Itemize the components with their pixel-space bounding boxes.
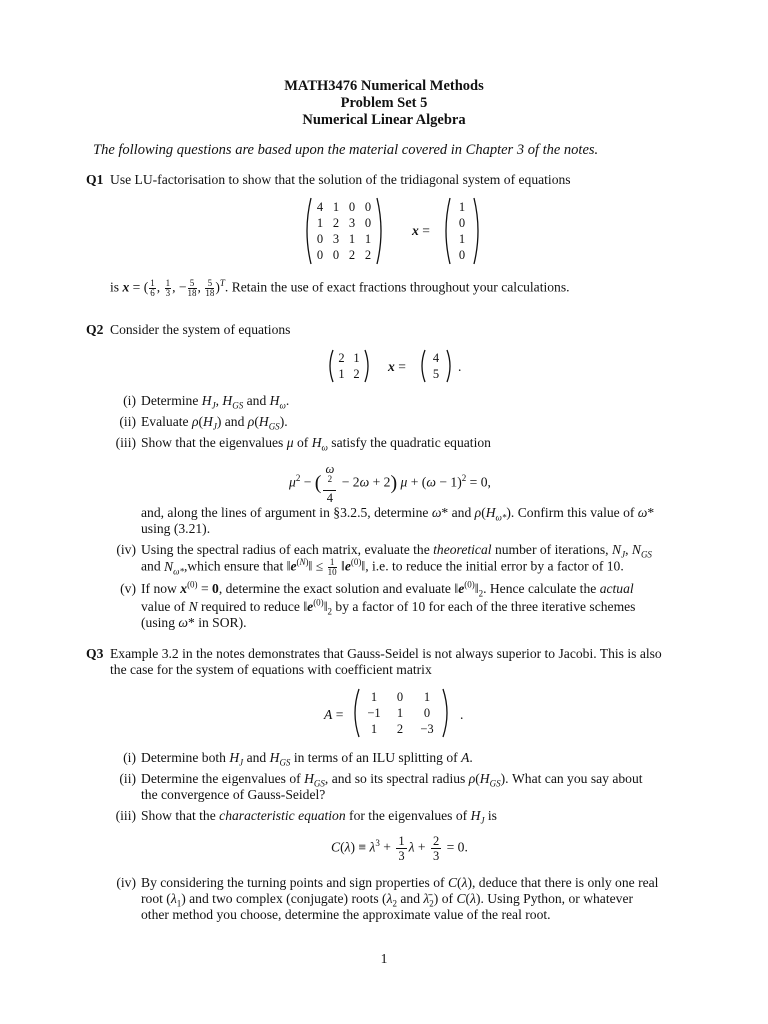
course-title: MATH3476 Numerical Methods — [284, 78, 484, 94]
q3-matrix — [350, 687, 452, 739]
topic-title: Numerical Linear Algebra — [302, 112, 466, 128]
q1-matrix-cell: 0 — [348, 200, 356, 214]
q2-item-v-cont: value of N required to reduce $‖e^{(0)}‖_2$ by a factor of 10 for each of the three iterative schemes — [141, 597, 636, 617]
q1-matrix-cell: 1 — [332, 200, 340, 214]
q2-rhs-vector — [418, 348, 454, 384]
q1-matrix — [302, 196, 386, 266]
q1-matrix-cell: 2 — [332, 216, 340, 230]
q3-characteristic-equation: $C(\lambda) \equiv \lambda^3$ + $\frac{1}{3}$ λ + $\frac{2}{3}$ = 0. — [331, 834, 468, 863]
q1-matrix-cell: 3 — [348, 216, 356, 230]
q2-text: Consider the system of equations — [110, 322, 291, 337]
q2-matrix-cell: 1 — [338, 367, 345, 381]
q3-a-equals: A = — [324, 707, 344, 722]
q2-matrix-cell: 2 — [338, 351, 345, 365]
q1-matrix-cell: 0 — [364, 216, 372, 230]
q3-matrix-cell: 2 — [396, 722, 404, 736]
q1-matrix-cell: 2 — [348, 248, 356, 262]
q2-item-iv-cont: and $N_{\omega*},which$ ensure that $‖e^{(N)}‖$ ≤ $\frac{1}{10}$ $‖e^{(0)}‖$, i.e. to reduce the initial error by a factor of 10. — [141, 557, 624, 577]
q2-matrix-cell: 1 — [353, 351, 360, 365]
q2-item-iv-num: (iv) — [116, 542, 136, 557]
q1-rhs-cell: 1 — [458, 200, 466, 214]
q2-matrix — [326, 348, 372, 384]
q2-item-v-cont2: (using ω* in SOR). — [141, 615, 247, 630]
q1-matrix-cell: 3 — [332, 232, 340, 246]
q3-text2: the case for the system of equations with coefficient matrix — [110, 662, 432, 677]
q3-item-iii-num: (iii) — [115, 808, 136, 823]
q2-item-iii-cont1: and, along the lines of argument in §3.2.5, determine ω* and $\rho(H_{\omega*})$. Confirm this value of ω* — [141, 505, 655, 523]
q3-item-iv-cont2: other method you choose, determine the approximate value of the real root. — [141, 907, 551, 922]
q3-item-ii: Determine the eigenvalues of $H_{GS}$, and so its spectral radius $\rho(H_{GS})$. What can you say about — [141, 771, 643, 789]
q1-text: Use LU-factorisation to show that the solution of the tridiagonal system of equations — [110, 172, 571, 187]
q1-x-equals: x = — [412, 223, 430, 238]
q1-matrix-cell: 0 — [364, 200, 372, 214]
q1-rhs-cell: 0 — [458, 248, 466, 262]
q2-item-v-num: (v) — [120, 581, 136, 596]
q3-item-i-num: (i) — [123, 750, 136, 765]
q1-solution-suffix: . Retain the use of exact fractions throughout your calculations. — [224, 279, 570, 295]
q3-item-i: Determine both $H_J$ and $H_{GS}$ in terms of an ILU splitting of A. — [141, 750, 473, 768]
q1-matrix-cell: 1 — [364, 232, 372, 246]
q1-solution-line: is x = ( $\frac{1}{6}$ , $\frac{1}{3}$ , − $\frac{5}{18}$ , $\frac{5}{18}$ )$^T$. Retain the use of exact fractions throughout your calculations. — [110, 278, 570, 298]
q3-matrix-cell: −1 — [367, 706, 381, 720]
q3-matrix-cell: −3 — [420, 722, 434, 736]
q3-matrix-cell: 1 — [370, 722, 378, 736]
q2-item-v: If now $x^{(0)} = 0$, determine the exact solution and evaluate $‖e^{(0)}‖_2$. Hence calculate the actual — [141, 579, 634, 599]
q2-matrix-cell: 2 — [353, 367, 360, 381]
q3-item-ii-cont: the convergence of Gauss-Seidel? — [141, 787, 326, 802]
q3-label: Q3 — [86, 646, 104, 661]
q1-matrix-cell: 0 — [332, 248, 340, 262]
q2-rhs-cell: 5 — [432, 367, 440, 381]
q1-rhs-cell: 0 — [458, 216, 466, 230]
page-number: 1 — [380, 951, 388, 966]
q2-item-i: Determine $H_J$, $H_{GS}$ and $H_\omega$. — [141, 393, 290, 411]
q1-matrix-cell: 1 — [316, 216, 324, 230]
q3-matrix-cell: 1 — [423, 690, 431, 704]
q1-matrix-cell: 4 — [316, 200, 324, 214]
q2-item-iii: Show that the eigenvalues μ of $H_\omega$ satisfy the quadratic equation — [141, 435, 491, 453]
q2-label: Q2 — [86, 322, 104, 337]
q3-item-iv: By considering the turning points and sign properties of C(λ), deduce that there is only one real — [141, 875, 659, 890]
q3-matrix-cell: 0 — [423, 706, 431, 720]
q1-matrix-cell: 0 — [316, 248, 324, 262]
q2-item-iii-cont2: using (3.21). — [141, 521, 211, 536]
intro-text: The following questions are based upon the material covered in Chapter 3 of the notes. — [93, 142, 599, 158]
q3-item-iii: Show that the characteristic equation for the eigenvalues of $H_J$ is — [141, 808, 497, 826]
q2-quadratic-equation: $\mu^2$ − ( ω $^2$ 4 − 2ω + 2) $\mu + (\omega - 1)^2 = 0$, — [289, 462, 491, 505]
problem-set-title: Problem Set 5 — [340, 95, 428, 111]
q3-matrix-cell: 0 — [396, 690, 404, 704]
q3-item-iv-cont1: root $(\lambda_1)$ and two complex (conjugate) roots ($\lambda_2$ and $\lambdā_2$) of C(λ). Using Python, or whatever — [141, 891, 634, 909]
q1-rhs-cell: 1 — [458, 232, 466, 246]
q1-solution-prefix: is — [110, 279, 120, 295]
q2-item-i-num: (i) — [123, 393, 136, 408]
q2-x-equals: x = — [388, 359, 406, 374]
q3-item-ii-num: (ii) — [119, 771, 136, 786]
q2-item-ii: Evaluate $\rho(H_J)$ and $\rho(H_{GS})$. — [141, 414, 288, 432]
q2-item-iv: Using the spectral radius of each matrix, evaluate the theoretical number of iterations, $N_J$, $N_{GS}$ — [141, 542, 652, 560]
q1-label: Q1 — [86, 172, 104, 187]
q3-matrix-cell: 1 — [396, 706, 404, 720]
problem-sheet-page: MATH3476 Numerical Methods Problem Set 5 Numerical Linear Algebra The following questions are based upon the material covered in Chapter 3 of the notes. Q1 Use LU-factorisation to show that the solution of the tridiagonal system of equations 4 1 0 0 1 2 3 0 0 3 1 1 0 0 2 2 x = 1 0 1 0 is x = ( $\frac{1}{6}$ , $\frac{1}{3}$ , − $\frac{5}{18}$ , $\frac{5}{18}$ )$^T$. Retain the use of exact fractions throughout your calculations. Q2 Consider the system of equations 2 1 1 2 x = 4 5 . (i) Determine $H_J$, $H_{GS}$ and $H_\omega$. (ii) Evaluate $\rho(H_J)$ and $\rho(H_{GS})$. (iii) Show that the eigenvalues μ of $H_\omega$ satisfy the quadratic equation $\mu^2$ − ( ω $^2$ 4 − 2ω + 2) $\mu + (\omega - 1)^2 = 0$, and, along the lines of argument in §3.2.5, determine ω* and $\rho(H_{\omega*})$. Confirm this value of ω* using (3.21). (iv) Using the spectral radius of each matrix, evaluate the theoretical number of iterations, $N_J$, $N_{GS}$ and $N_{\omega*},which$ ensure that $‖e^{(N)}‖$ ≤ $\frac{1}{10}$ $‖e^{(0)}‖$, i.e. to reduce the initial error by a factor of 10. (v) If now $x^{(0)} = 0$, determine the exact solution and evaluate $‖e^{(0)}‖_2$. Hence calculate the actual value of N required to reduce $‖e^{(0)}‖_2$ by a factor of 10 for each of the three iterative schemes (using ω* in SOR). Q3 Example 3.2 in the notes demonstrates that Gauss-Seidel is not always superior to Jacobi. This is also the case for the system of equations with coefficient matrix A = 1 0 1 −1 1 0 1 2 −3 . (i) Determine both $H_J$ and $H_{GS}$ in terms of an ILU splitting of A. (ii) Determine the eigenvalues of $H_{GS}$, and so its spectral radius $\rho(H_{GS})$. What can you say about the convergence of Gauss-Seidel? (iii) Show that the characteristic equation for the eigenvalues of $H_J$ is $C(\lambda) \equiv \lambda^3$ + $\frac{1}{3}$ λ + $\frac{2}{3}$ = 0. (iv) By considering the turning points and sign properties of C(λ), deduce that there is only one real root $(\lambda_1)$ and two complex (conjugate) roots ($\lambda_2$ and $\lambdā_2$) of C(λ). Using Python, or whatever other method you choose, determine the approximate value of the real root. 1 — [0, 0, 768, 1024]
q2-item-iii-num: (iii) — [115, 435, 136, 450]
q1-matrix-cell: 2 — [364, 248, 372, 262]
q3-item-iv-num: (iv) — [116, 875, 136, 890]
q2-rhs-cell: 4 — [432, 351, 440, 365]
q1-matrix-cell: 0 — [316, 232, 324, 246]
q3-matrix-cell: 1 — [370, 690, 378, 704]
q1-matrix-cell: 1 — [348, 232, 356, 246]
q3-text1: Example 3.2 in the notes demonstrates that Gauss-Seidel is not always superior to Jacobi. This is also — [110, 646, 662, 661]
q1-rhs-vector — [441, 196, 483, 266]
q2-item-ii-num: (ii) — [119, 414, 136, 429]
